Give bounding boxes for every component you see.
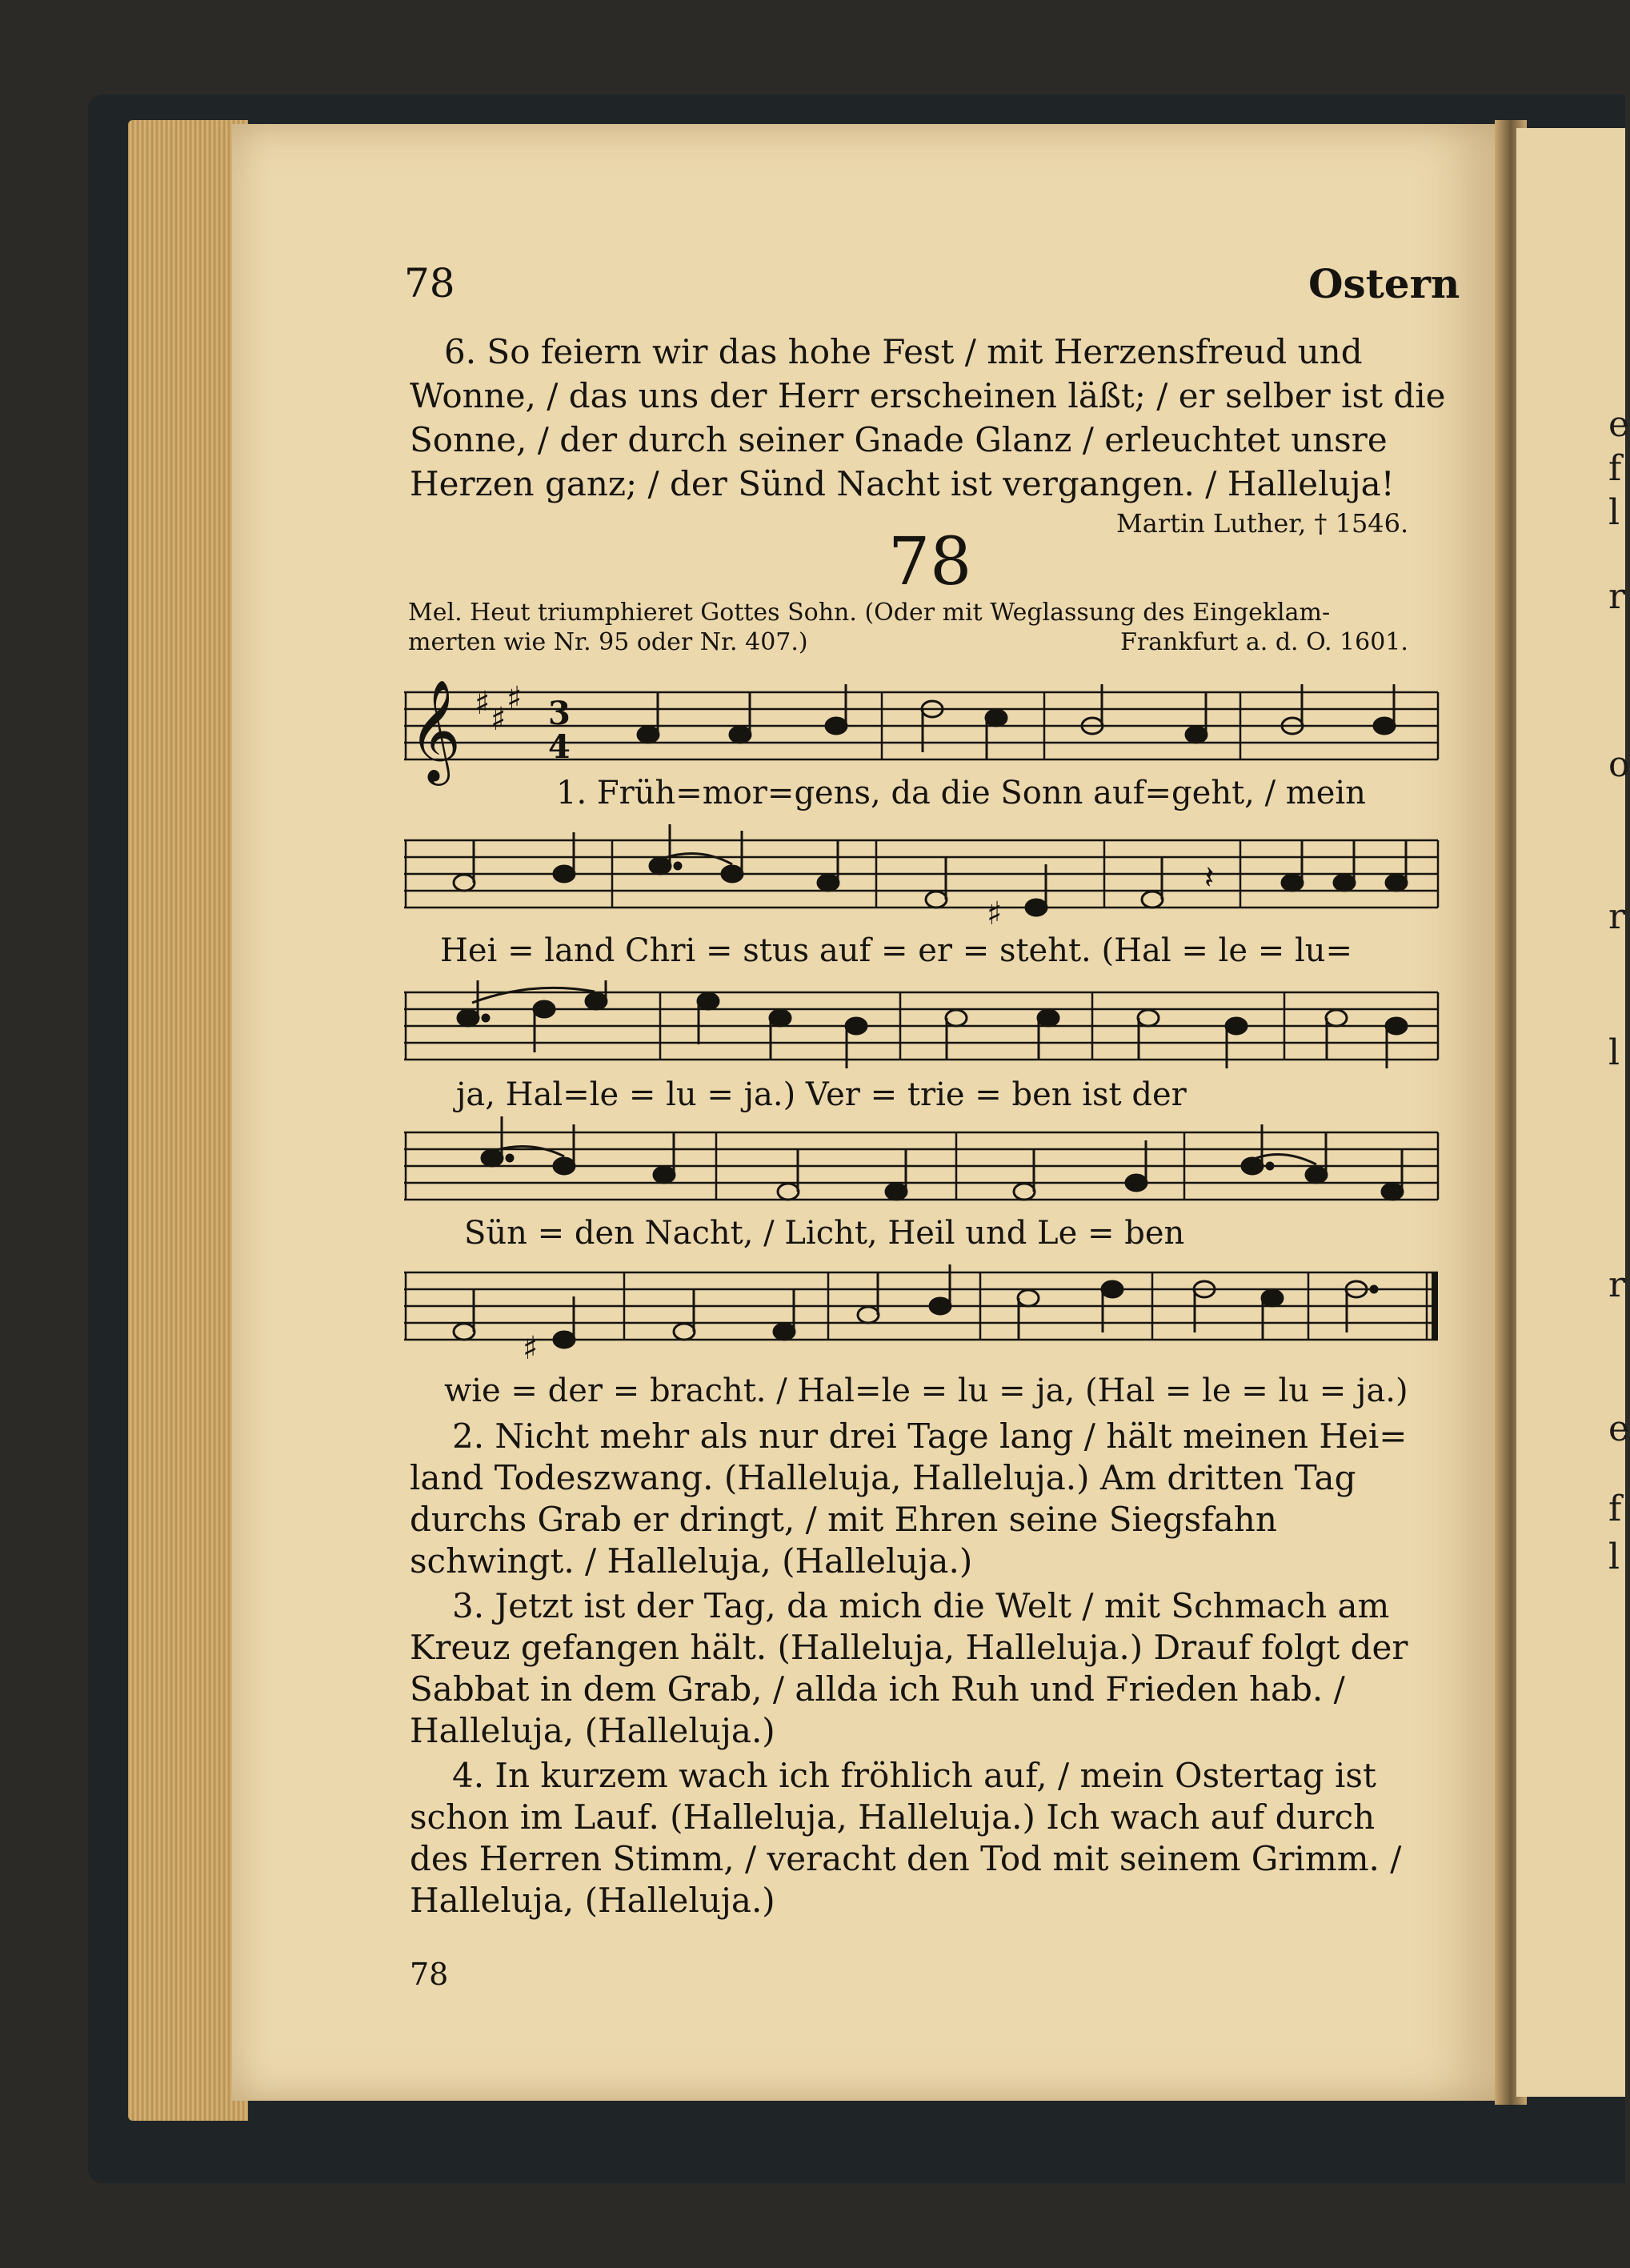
verse-line: Sonne, / der durch seiner Gnade Glanz / erleuchtet unsre [410,420,1388,459]
sharp-icon: ♯ [475,685,491,722]
verse-line: 3. Jetzt ist der Tag, da mich die Welt / mit Schmach am [452,1586,1390,1625]
verse-line: 4. In kurzem wach ich fröhlich auf, / mein Ostertag ist [452,1756,1376,1795]
lyric-line: wie = der = bracht. / Hal=le = lu = ja, (Hal = le = lu = ja.) [444,1372,1408,1409]
sharp-icon: ♯ [491,701,507,738]
time-sig-bottom: 4 [548,728,571,766]
lyric-line: Sün = den Nacht, / Licht, Heil und Le = ben [464,1215,1185,1252]
section-title: Ostern [1308,260,1460,307]
verse-line: Halleluja, (Halleluja.) [410,1881,775,1920]
treble-clef-icon: 𝄞 [409,679,462,781]
music-staff [404,1256,1440,1376]
music-staff [404,824,1440,936]
verse-line: Halleluja, (Halleluja.) [410,1711,775,1750]
verse-line: schon im Lauf. (Halleluja, Halleluja.) Ich wach auf durch [410,1797,1376,1837]
verse-line: Kreuz gefangen hält. (Halleluja, Halleluja.) Drauf folgt der [410,1628,1408,1667]
right-page-fragment: f [1608,448,1622,489]
melody-note: merten wie Nr. 95 oder Nr. 407.) [408,628,808,656]
right-page-fragment: l [1608,1537,1620,1577]
right-page-fragment: e [1608,404,1630,445]
page-number: 78 [404,260,455,307]
right-page-fragment: r [1608,576,1626,617]
right-page-fragment: e [1608,1408,1630,1449]
lyric-line: Hei = land Chri = stus auf = er = steht. (Hal = le = lu= [440,932,1353,969]
time-sig-top: 3 [548,695,571,732]
right-page-fragment: r [1608,1264,1626,1305]
footer-page-number: 78 [410,1957,449,1992]
right-page-fragment: f [1608,1489,1622,1529]
music-staff [404,1116,1440,1220]
sharp-icon: ♯ [523,1330,539,1367]
music-staff [404,980,1440,1084]
verse-line: schwingt. / Halleluja, (Halleluja.) [410,1541,973,1581]
melody-note: Mel. Heut triumphieret Gottes Sohn. (Oder mit Weglassung des Eingeklam- [408,599,1331,627]
lyric-line: 1. Früh=mor=gens, da die Sonn auf=geht, / mein [556,775,1366,811]
hymn-number: 78 [888,524,972,600]
verse-line: Wonne, / das uns der Herr erscheinen läßt; / er selber ist die [410,376,1446,415]
melody-source: Frankfurt a. d. O. 1601. [1120,628,1408,656]
verse-line: Sabbat in dem Grab, / allda ich Ruh und Frieden hab. / [410,1669,1345,1709]
verse-line: Herzen ganz; / der Sünd Nacht ist vergangen. / Halleluja! [410,464,1395,503]
verse-line: 6. So feiern wir das hohe Fest / mit Herzensfreud und [444,332,1363,371]
sharp-icon: ♯ [507,680,523,717]
verse-line: durchs Grab er dringt, / mit Ehren seine Siegsfahn [410,1500,1277,1539]
verse-line: des Herren Stimm, / veracht den Tod mit seinem Grimm. / [410,1839,1402,1878]
right-page-fragment: r [1608,896,1626,937]
verse-line: land Todeszwang. (Halleluja, Halleluja.) Am dritten Tag [410,1458,1356,1497]
right-page-fragment: o [1608,744,1630,785]
verse-line: 2. Nicht mehr als nur drei Tage lang / hält meinen Hei= [452,1416,1408,1456]
page-edges [128,120,248,2121]
right-page-fragment: l [1608,1032,1620,1073]
lyric-line: ja, Hal=le = lu = ja.) Ver = trie = ben ist der [456,1076,1187,1113]
author-attribution: Martin Luther, † 1546. [1116,508,1409,539]
rest-icon: 𝄽 [1204,860,1215,896]
right-page-edge [1516,128,1630,2097]
right-page-fragment: l [1608,492,1620,533]
sharp-icon: ♯ [987,896,1003,932]
music-staff [404,680,1440,784]
